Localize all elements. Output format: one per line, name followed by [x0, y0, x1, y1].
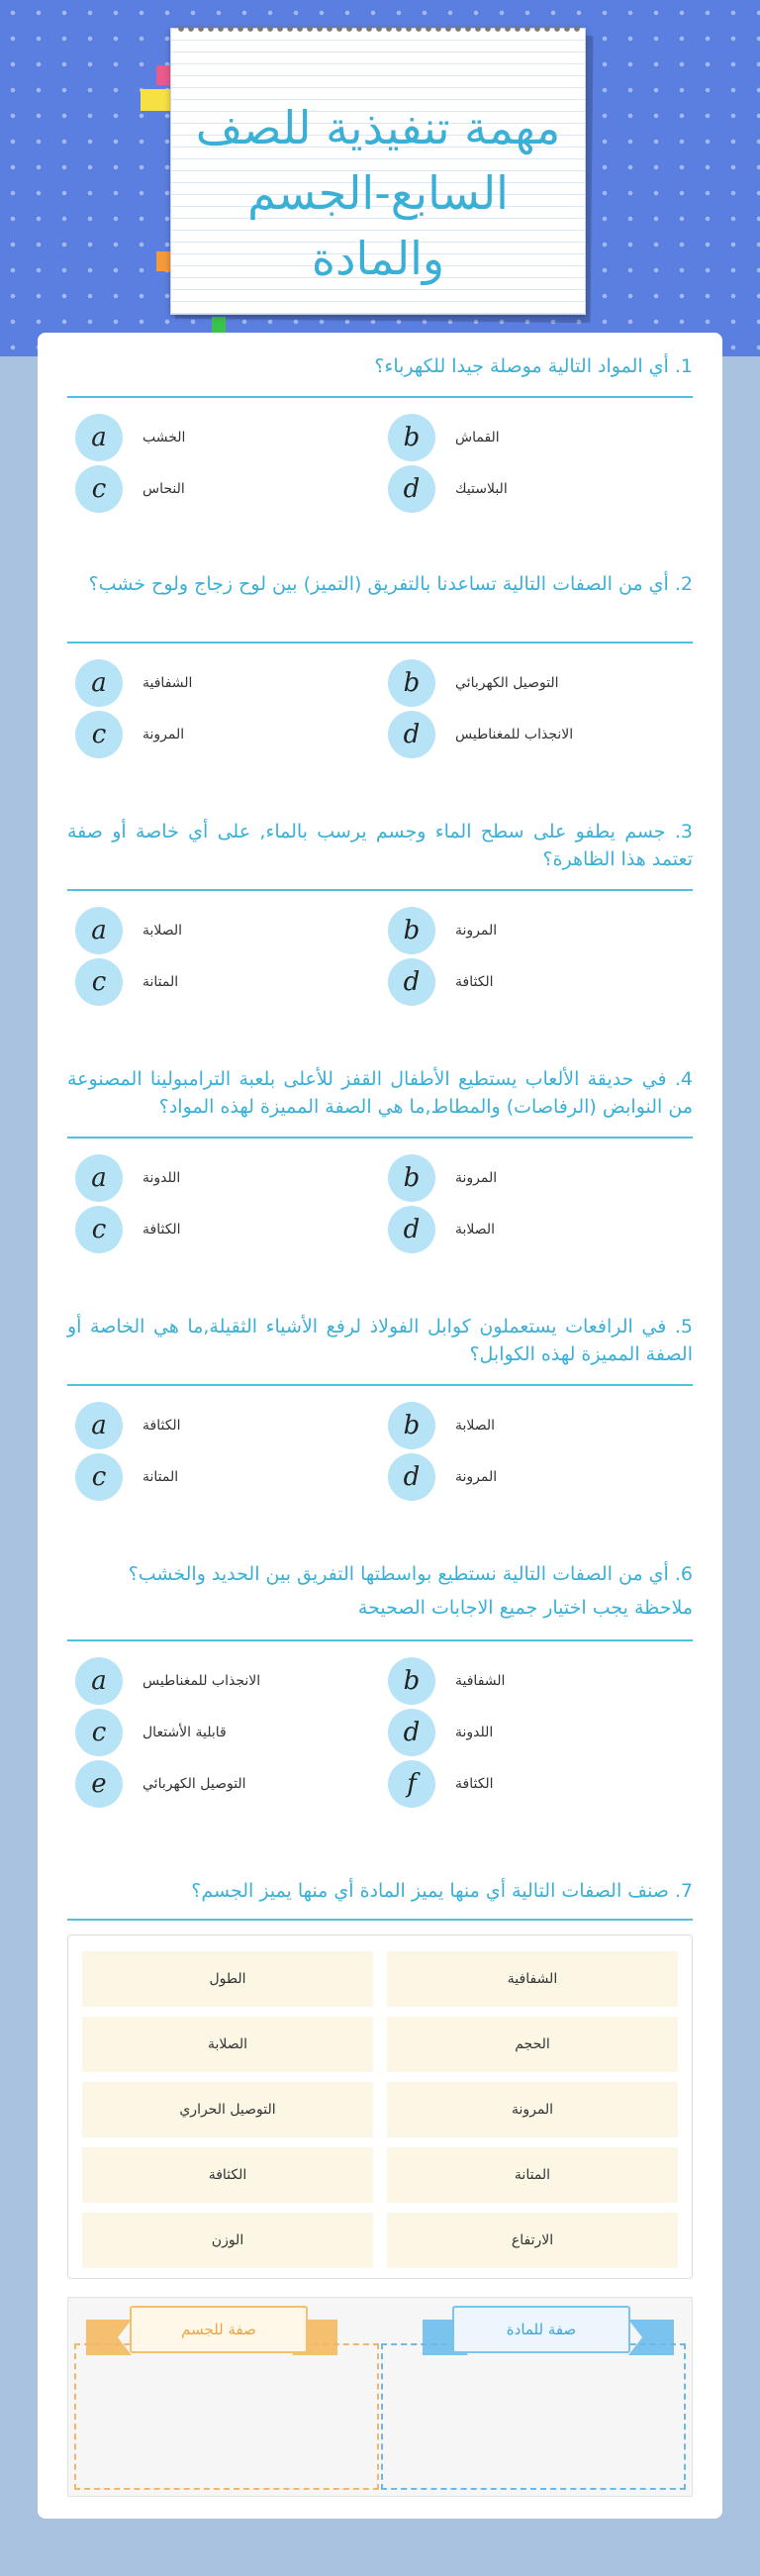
question-text: 3. جسم يطفو على سطح الماء وجسم يرسب بالماء, على أي خاصة أو صفة تعتمد هذا الظاهرة؟	[67, 821, 693, 870]
option-letter: d	[388, 1453, 435, 1501]
yellow-tab	[141, 89, 172, 111]
question-divider	[67, 396, 693, 398]
question-text: 1. أي المواد التالية موصلة جيدا للكهرباء؟	[374, 355, 693, 377]
question-divider	[67, 1137, 693, 1139]
option-d[interactable]	[388, 465, 508, 513]
option-letter: c	[75, 958, 123, 1006]
draggable-chip[interactable]: الارتفاع	[387, 2213, 678, 2268]
option-b[interactable]	[388, 659, 559, 707]
option-label: الانجذاب للمغناطيس	[142, 1673, 261, 1689]
option-a[interactable]	[75, 907, 182, 954]
notepad-spiral	[176, 20, 580, 38]
option-f[interactable]	[388, 1760, 494, 1808]
option-letter: b	[388, 1154, 435, 1202]
option-b[interactable]	[388, 907, 497, 954]
option-letter: d	[388, 711, 435, 758]
option-c[interactable]	[75, 1453, 178, 1501]
option-label: الكثافة	[455, 1776, 494, 1792]
option-e[interactable]	[75, 1760, 246, 1808]
question-divider	[67, 1639, 693, 1641]
option-label: الخشب	[142, 430, 186, 446]
option-label: المرونة	[455, 923, 498, 939]
option-c[interactable]	[75, 465, 185, 513]
question-divider	[67, 642, 693, 644]
draggable-chip[interactable]: المرونة	[387, 2082, 678, 2137]
question-divider	[67, 889, 693, 891]
option-d[interactable]	[388, 1206, 495, 1253]
worksheet-card	[38, 333, 722, 2519]
option-label: قابلية الأشتعال	[142, 1725, 227, 1740]
option-d[interactable]	[388, 1453, 497, 1501]
option-label: اللدونة	[455, 1725, 494, 1740]
option-letter: a	[75, 907, 123, 954]
option-letter: f	[388, 1760, 435, 1808]
option-label: الصلابة	[455, 1222, 496, 1238]
question-text: 2. أي من الصفات التالية تساعدنا بالتفريق (التميز) بين لوح زجاج ولوح خشب؟	[88, 573, 693, 595]
option-c[interactable]	[75, 1709, 227, 1756]
option-b[interactable]	[388, 414, 500, 461]
option-a[interactable]	[75, 1154, 180, 1202]
option-label: النحاس	[142, 481, 185, 497]
question-note: ملاحظة يجب اختيار جميع الاجابات الصحيحة	[357, 1597, 693, 1619]
option-letter: a	[75, 1657, 123, 1705]
option-letter: b	[388, 659, 435, 707]
option-c[interactable]	[75, 1206, 181, 1253]
option-letter: b	[388, 414, 435, 461]
question-6	[38, 1560, 722, 1622]
draggable-chip[interactable]: التوصيل الحراري	[82, 2082, 373, 2137]
option-label: البلاستيك	[455, 481, 508, 497]
option-letter: d	[388, 1206, 435, 1253]
option-letter: b	[388, 907, 435, 954]
option-label: القماش	[455, 430, 500, 446]
drop-zone-body[interactable]	[74, 2343, 379, 2490]
question-divider	[67, 1919, 693, 1921]
question-2	[38, 570, 722, 598]
option-d[interactable]	[388, 711, 573, 758]
question-4	[38, 1065, 722, 1121]
question-text: 5. في الرافعات يستعملون كوابل الفولاذ لرفع الأشياء الثقيلة,ما هي الخاصة أو الصفة المميزة لهذه الكوابل؟	[67, 1316, 693, 1365]
option-b[interactable]	[388, 1402, 495, 1449]
drop-zones-panel	[67, 2297, 693, 2497]
option-letter: e	[75, 1760, 123, 1808]
option-a[interactable]	[75, 414, 185, 461]
option-label: المرونة	[455, 1469, 498, 1485]
option-label: الانجذاب للمغناطيس	[455, 727, 574, 743]
option-letter: d	[388, 958, 435, 1006]
option-letter: b	[388, 1402, 435, 1449]
question-7	[38, 1877, 722, 1905]
option-label: المرونة	[142, 727, 185, 743]
option-letter: a	[75, 1402, 123, 1449]
option-letter: a	[75, 1154, 123, 1202]
option-d[interactable]	[388, 958, 494, 1006]
option-c[interactable]	[75, 711, 184, 758]
option-letter: c	[75, 1453, 123, 1501]
question-5	[38, 1313, 722, 1368]
page-title: مهمة تنفيذية للصف السابع-الجسم والمادة	[195, 101, 561, 285]
option-label: الشفافية	[142, 675, 193, 691]
option-c[interactable]	[75, 958, 178, 1006]
option-label: المتانة	[142, 974, 179, 990]
option-b[interactable]	[388, 1154, 497, 1202]
option-label: المتانة	[142, 1469, 179, 1485]
draggable-chip[interactable]: الطول	[82, 1951, 373, 2007]
draggable-chip[interactable]: الكثافة	[82, 2147, 373, 2203]
question-text: 4. في حديقة الألعاب يستطيع الأطفال القفز للأعلى بلعبة الترامبولينا المصنوعة من النوابض (الرفاصات) والمطاط,ما هي الصفة المميزة لهذه المواد؟	[67, 1068, 693, 1118]
question-divider	[67, 1384, 693, 1386]
sortable-items-box	[67, 1934, 693, 2279]
drop-zone-matter[interactable]	[381, 2343, 686, 2490]
draggable-chip[interactable]: الوزن	[82, 2213, 373, 2268]
option-label: المرونة	[455, 1170, 498, 1186]
option-letter: c	[75, 465, 123, 513]
draggable-chip[interactable]: الشفافية	[387, 1951, 678, 2007]
option-label: الصلابة	[455, 1418, 496, 1434]
option-b[interactable]	[388, 1657, 505, 1705]
option-letter: c	[75, 1709, 123, 1756]
category-label-matter: صفة للمادة	[452, 2306, 630, 2353]
option-letter: a	[75, 659, 123, 707]
option-label: اللدونة	[142, 1170, 181, 1186]
option-label: الصلابة	[142, 923, 183, 939]
green-tab	[212, 317, 226, 333]
option-a[interactable]	[75, 659, 192, 707]
category-label-body: صفة للجسم	[130, 2306, 308, 2353]
option-a[interactable]	[75, 1402, 181, 1449]
option-label: التوصيل الكهربائي	[455, 675, 559, 691]
option-label: الكثافة	[142, 1418, 181, 1434]
draggable-chip[interactable]: الصلابة	[82, 2017, 373, 2072]
option-label: الكثافة	[142, 1222, 181, 1238]
option-label: الكثافة	[455, 974, 494, 990]
draggable-chip[interactable]: الحجم	[387, 2017, 678, 2072]
option-letter: c	[75, 711, 123, 758]
option-d[interactable]	[388, 1709, 493, 1756]
question-text: 6. أي من الصفات التالية نستطيع بواسطتها التفريق بين الحديد والخشب؟	[128, 1563, 693, 1585]
question-1	[38, 352, 722, 380]
option-label: الشفافية	[455, 1673, 506, 1689]
option-a[interactable]	[75, 1657, 260, 1705]
draggable-chip[interactable]: المتانة	[387, 2147, 678, 2203]
option-letter: d	[388, 465, 435, 513]
question-3	[38, 818, 722, 873]
option-letter: d	[388, 1709, 435, 1756]
option-label: التوصيل الكهربائي	[142, 1776, 246, 1792]
option-letter: a	[75, 414, 123, 461]
option-letter: c	[75, 1206, 123, 1253]
option-letter: b	[388, 1657, 435, 1705]
question-text: 7. صنف الصفات التالية أي منها يميز المادة أي منها يميز الجسم؟	[191, 1880, 693, 1902]
